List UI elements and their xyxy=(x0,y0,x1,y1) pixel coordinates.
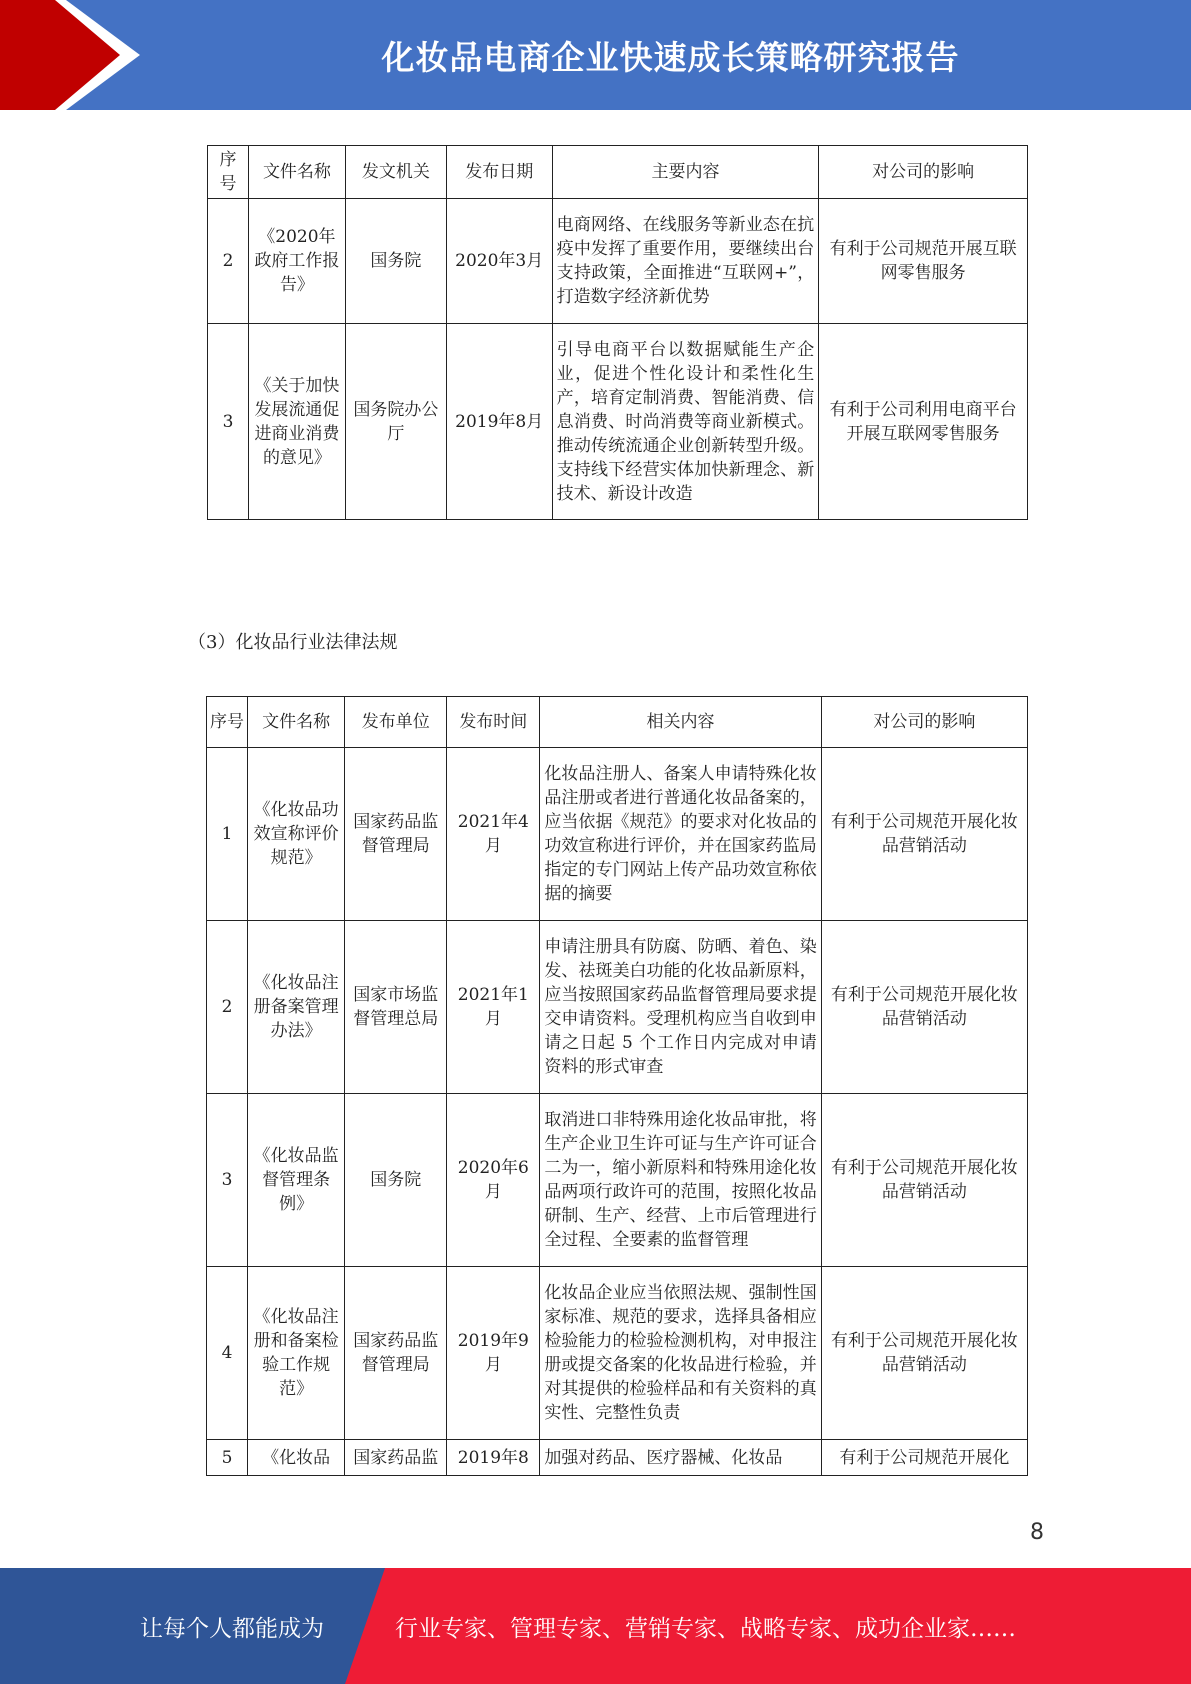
table-header-row xyxy=(208,146,1028,199)
footer-band xyxy=(0,1568,1191,1684)
row-number: 5 xyxy=(207,1440,248,1476)
related-content: 加强对药品、医疗器械、化妆品 xyxy=(540,1440,821,1476)
main-content: 引导电商平台以数据赋能生产企业，促进个性化设计和柔性化生产，培育定制消费、智能消费、信息消费、时尚消费等商业新模式。推动传统流通企业创新转型升级。支持线下经营实体加快新理念、新技术、新设计改造 xyxy=(552,324,819,520)
issue-date: 2019年8月 xyxy=(446,324,552,520)
report-title: 化妆品电商企业快速成长策略研究报告 xyxy=(381,37,960,77)
footer-slogan-left: 让每个人都能成为 xyxy=(140,1615,324,1642)
column-header: 序号 xyxy=(208,146,249,199)
table-row xyxy=(207,1440,1028,1476)
column-header: 相关内容 xyxy=(540,697,821,748)
issuer: 国务院办公厅 xyxy=(345,324,446,520)
table-row xyxy=(207,748,1028,921)
document-name: 《化妆品注册和备案检验工作规范》 xyxy=(248,1267,345,1440)
row-number: 4 xyxy=(207,1267,248,1440)
issuer: 国务院 xyxy=(345,1094,447,1267)
chevron-logo-icon xyxy=(0,0,150,110)
company-impact: 有利于公司规范开展化妆品营销活动 xyxy=(821,748,1027,921)
column-header: 对公司的影响 xyxy=(819,146,1028,199)
column-header: 文件名称 xyxy=(248,146,345,199)
issue-date: 2019年8 xyxy=(447,1440,540,1476)
document-name: 《化妆品注册备案管理办法》 xyxy=(248,921,345,1094)
regulations-table xyxy=(206,696,1028,1476)
issuer: 国家市场监督管理总局 xyxy=(345,921,447,1094)
policy-table xyxy=(207,145,1028,520)
related-content: 取消进口非特殊用途化妆品审批，将生产企业卫生许可证与生产许可证合二为一，缩小新原料和特殊用途化妆品两项行政许可的范围，按照化妆品研制、生产、经营、上市后管理进行全过程、全要素的监督管理 xyxy=(540,1094,821,1267)
issuer: 国务院 xyxy=(345,199,446,324)
company-impact: 有利于公司利用电商平台开展互联网零售服务 xyxy=(819,324,1028,520)
company-impact: 有利于公司规范开展互联网零售服务 xyxy=(819,199,1028,324)
issuer: 国家药品监督管理局 xyxy=(345,1267,447,1440)
document-name: 《化妆品功效宣称评价规范》 xyxy=(248,748,345,921)
issue-date: 2019年9月 xyxy=(447,1267,540,1440)
issue-date: 2020年6月 xyxy=(447,1094,540,1267)
footer-slogan-right: 行业专家、管理专家、营销专家、战略专家、成功企业家…… xyxy=(395,1615,1016,1642)
row-number: 2 xyxy=(208,199,249,324)
related-content: 化妆品注册人、备案人申请特殊化妆品注册或者进行普通化妆品备案的，应当依据《规范》的要求对化妆品的功效宣称进行评价，并在国家药监局指定的专门网站上传产品功效宣称依据的摘要 xyxy=(540,748,821,921)
header-band xyxy=(0,0,1191,110)
issue-date: 2021年1月 xyxy=(447,921,540,1094)
company-impact: 有利于公司规范开展化妆品营销活动 xyxy=(821,921,1027,1094)
table-row xyxy=(207,921,1028,1094)
table-row xyxy=(208,199,1028,324)
related-content: 申请注册具有防腐、防晒、着色、染发、祛斑美白功能的化妆品新原料，应当按照国家药品监督管理局要求提交申请资料。受理机构应当自收到申请之日起 5 个工作日内完成对申请资料的形式审查 xyxy=(540,921,821,1094)
column-header: 发布时间 xyxy=(447,697,540,748)
page-number: 8 xyxy=(1030,1520,1044,1545)
issue-date: 2021年4月 xyxy=(447,748,540,921)
column-header: 对公司的影响 xyxy=(821,697,1027,748)
company-impact: 有利于公司规范开展化妆品营销活动 xyxy=(821,1094,1027,1267)
main-content: 电商网络、在线服务等新业态在抗疫中发挥了重要作用，要继续出台支持政策，全面推进“互联网+”，打造数字经济新优势 xyxy=(552,199,819,324)
table-row xyxy=(207,1267,1028,1440)
table-row xyxy=(208,324,1028,520)
table-row xyxy=(207,1094,1028,1267)
row-number: 3 xyxy=(207,1094,248,1267)
related-content: 化妆品企业应当依照法规、强制性国家标准、规范的要求，选择具备相应检验能力的检验检测机构，对申报注册或提交备案的化妆品进行检验，并对其提供的检验样品和有关资料的真实性、完整性负责 xyxy=(540,1267,821,1440)
section-heading: （3）化妆品行业法律法规 xyxy=(188,632,398,653)
column-header: 主要内容 xyxy=(552,146,819,199)
column-header: 发布日期 xyxy=(446,146,552,199)
issuer: 国家药品监 xyxy=(345,1440,447,1476)
document-name: 《关于加快发展流通促进商业消费的意见》 xyxy=(248,324,345,520)
company-impact: 有利于公司规范开展化妆品营销活动 xyxy=(821,1267,1027,1440)
row-number: 3 xyxy=(208,324,249,520)
document-name: 《化妆品监督管理条例》 xyxy=(248,1094,345,1267)
column-header: 序号 xyxy=(207,697,248,748)
table-header-row xyxy=(207,697,1028,748)
column-header: 发文机关 xyxy=(345,146,446,199)
document-name: 《化妆品 xyxy=(248,1440,345,1476)
issue-date: 2020年3月 xyxy=(446,199,552,324)
issuer: 国家药品监督管理局 xyxy=(345,748,447,921)
row-number: 1 xyxy=(207,748,248,921)
company-impact: 有利于公司规范开展化 xyxy=(821,1440,1027,1476)
column-header: 发布单位 xyxy=(345,697,447,748)
row-number: 2 xyxy=(207,921,248,1094)
column-header: 文件名称 xyxy=(248,697,345,748)
document-name: 《2020年政府工作报告》 xyxy=(248,199,345,324)
